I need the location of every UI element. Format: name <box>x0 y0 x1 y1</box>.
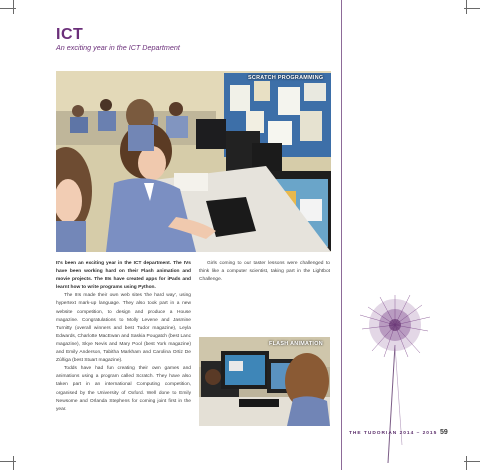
crop-mark <box>466 0 467 14</box>
photo-caption: FLASH ANIMATION <box>269 341 323 347</box>
article-lead: It's been an exciting year in the ICT department. The IVs have been working hard on their Flash animation and movie projects. The IIIs have created apps for iPads and learnt how to write programs using Python. <box>56 261 191 291</box>
page-number: 59 <box>440 429 448 436</box>
crop-mark <box>466 456 467 470</box>
article-column-right <box>199 260 330 284</box>
page-title: ICT <box>56 26 84 43</box>
article-column-left <box>56 260 191 414</box>
photo-caption: SCRATCH PROGRAMMING <box>248 75 324 81</box>
article-paragraph: Todds have had fun creating their own games and animations using a program called Scratch. They have also taken part in an international Computing competition, organised by the University of Oxford. Well done to Emily Newsome and Orlanda Stephens for coming joint first in the year. <box>56 366 191 412</box>
crop-mark <box>13 456 14 470</box>
article-paragraph: Girls coming to our taster lessons were challenged to think like a computer scientist, taking part in the Lightbot Challenge. <box>199 261 330 283</box>
classroom-illustration <box>56 71 331 252</box>
publication-name: THE TUDORIAN 2014 – 2015 <box>349 431 438 436</box>
article-paragraph: The IIIs made their own web sites 'the hard way', using hypertext mark-up language. They also took part in a new website competition, to design and produce a House magazine. Congratulations to Molly Levene and Jasmine Turnitty (overall winners and best Tudor magazine), Leyla Edwards, Charlotte MacEwan and Saskia Pougatch (best Lanc magazine), Skye Nevis and Mary Pool (best York magazine) and Emily Anderson, Tabitha Markham and Carolina Ortiz De Zúñiga (best Stuart magazine). <box>56 293 191 364</box>
scratch-programming-photo <box>56 71 331 252</box>
flash-animation-photo <box>199 337 330 426</box>
page-subtitle: An exciting year in the ICT Department <box>56 43 180 52</box>
crop-mark <box>13 0 14 14</box>
page-divider <box>341 0 342 470</box>
dandelion-decoration <box>350 285 440 465</box>
computer-lab-illustration <box>199 337 330 426</box>
